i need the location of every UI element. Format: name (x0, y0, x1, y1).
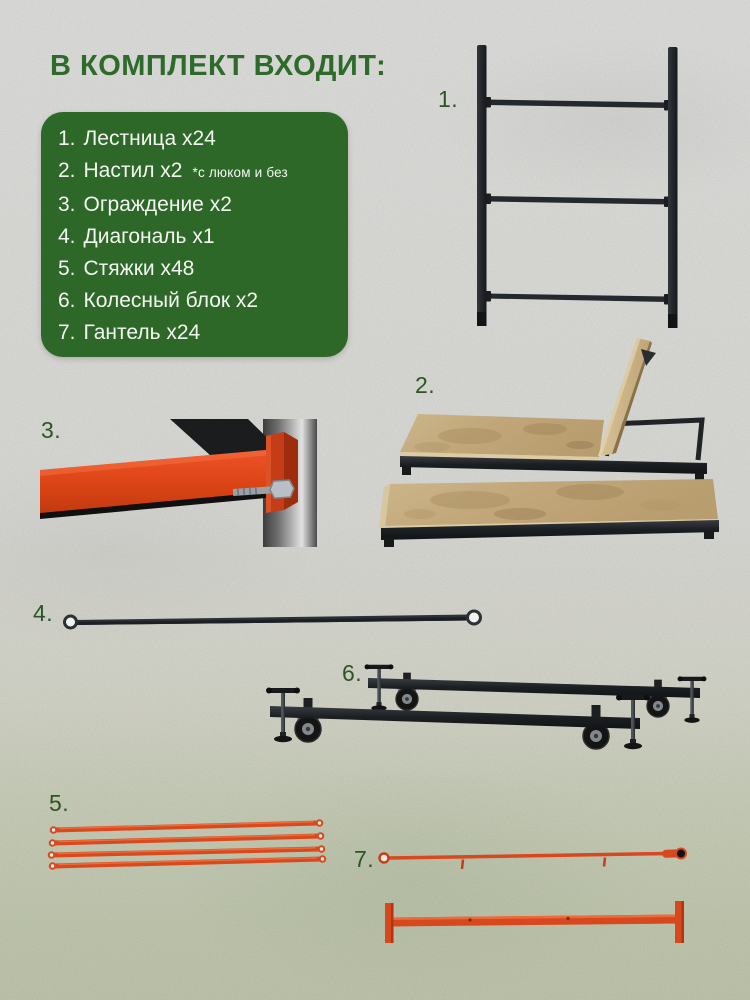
item-note: *с люком и без (192, 165, 288, 180)
kit-list-panel (41, 112, 348, 357)
item-label: Колесный блок x2 (83, 289, 259, 312)
figure-label-ladder: 1. (438, 86, 459, 112)
item-number: 3. (58, 193, 76, 216)
item-number: 4. (58, 225, 76, 248)
item-label: Гантель x24 (83, 321, 201, 344)
item-number: 5. (58, 257, 76, 280)
figure-label-clamp: 3. (41, 417, 62, 443)
item-label: Настил x2 (83, 159, 183, 182)
kit-item-4 (58, 221, 336, 253)
item-label: Ограждение x2 (83, 193, 232, 216)
item-number: 1. (58, 127, 76, 150)
kit-item-5 (58, 253, 336, 285)
item-number: 6. (58, 289, 76, 312)
kit-item-3 (58, 189, 336, 221)
kit-item-2 (58, 155, 336, 189)
figure-label-dumbbell: 7. (354, 846, 375, 872)
kit-item-6 (58, 285, 336, 317)
page-title: В КОМПЛЕКТ ВХОДИТ: (50, 50, 387, 82)
figure-label-wheels: 6. (342, 660, 363, 686)
kit-item-1 (58, 123, 336, 155)
item-label: Стяжки x48 (83, 257, 195, 280)
item-number: 7. (58, 321, 76, 344)
figure-label-ties: 5. (49, 790, 70, 816)
kit-item-7 (58, 317, 336, 349)
figure-label-diagonal: 4. (33, 600, 54, 626)
item-number: 2. (58, 159, 76, 182)
item-label: Диагональ x1 (83, 225, 215, 248)
item-label: Лестница x24 (83, 127, 216, 150)
figure-label-decking: 2. (415, 372, 436, 398)
